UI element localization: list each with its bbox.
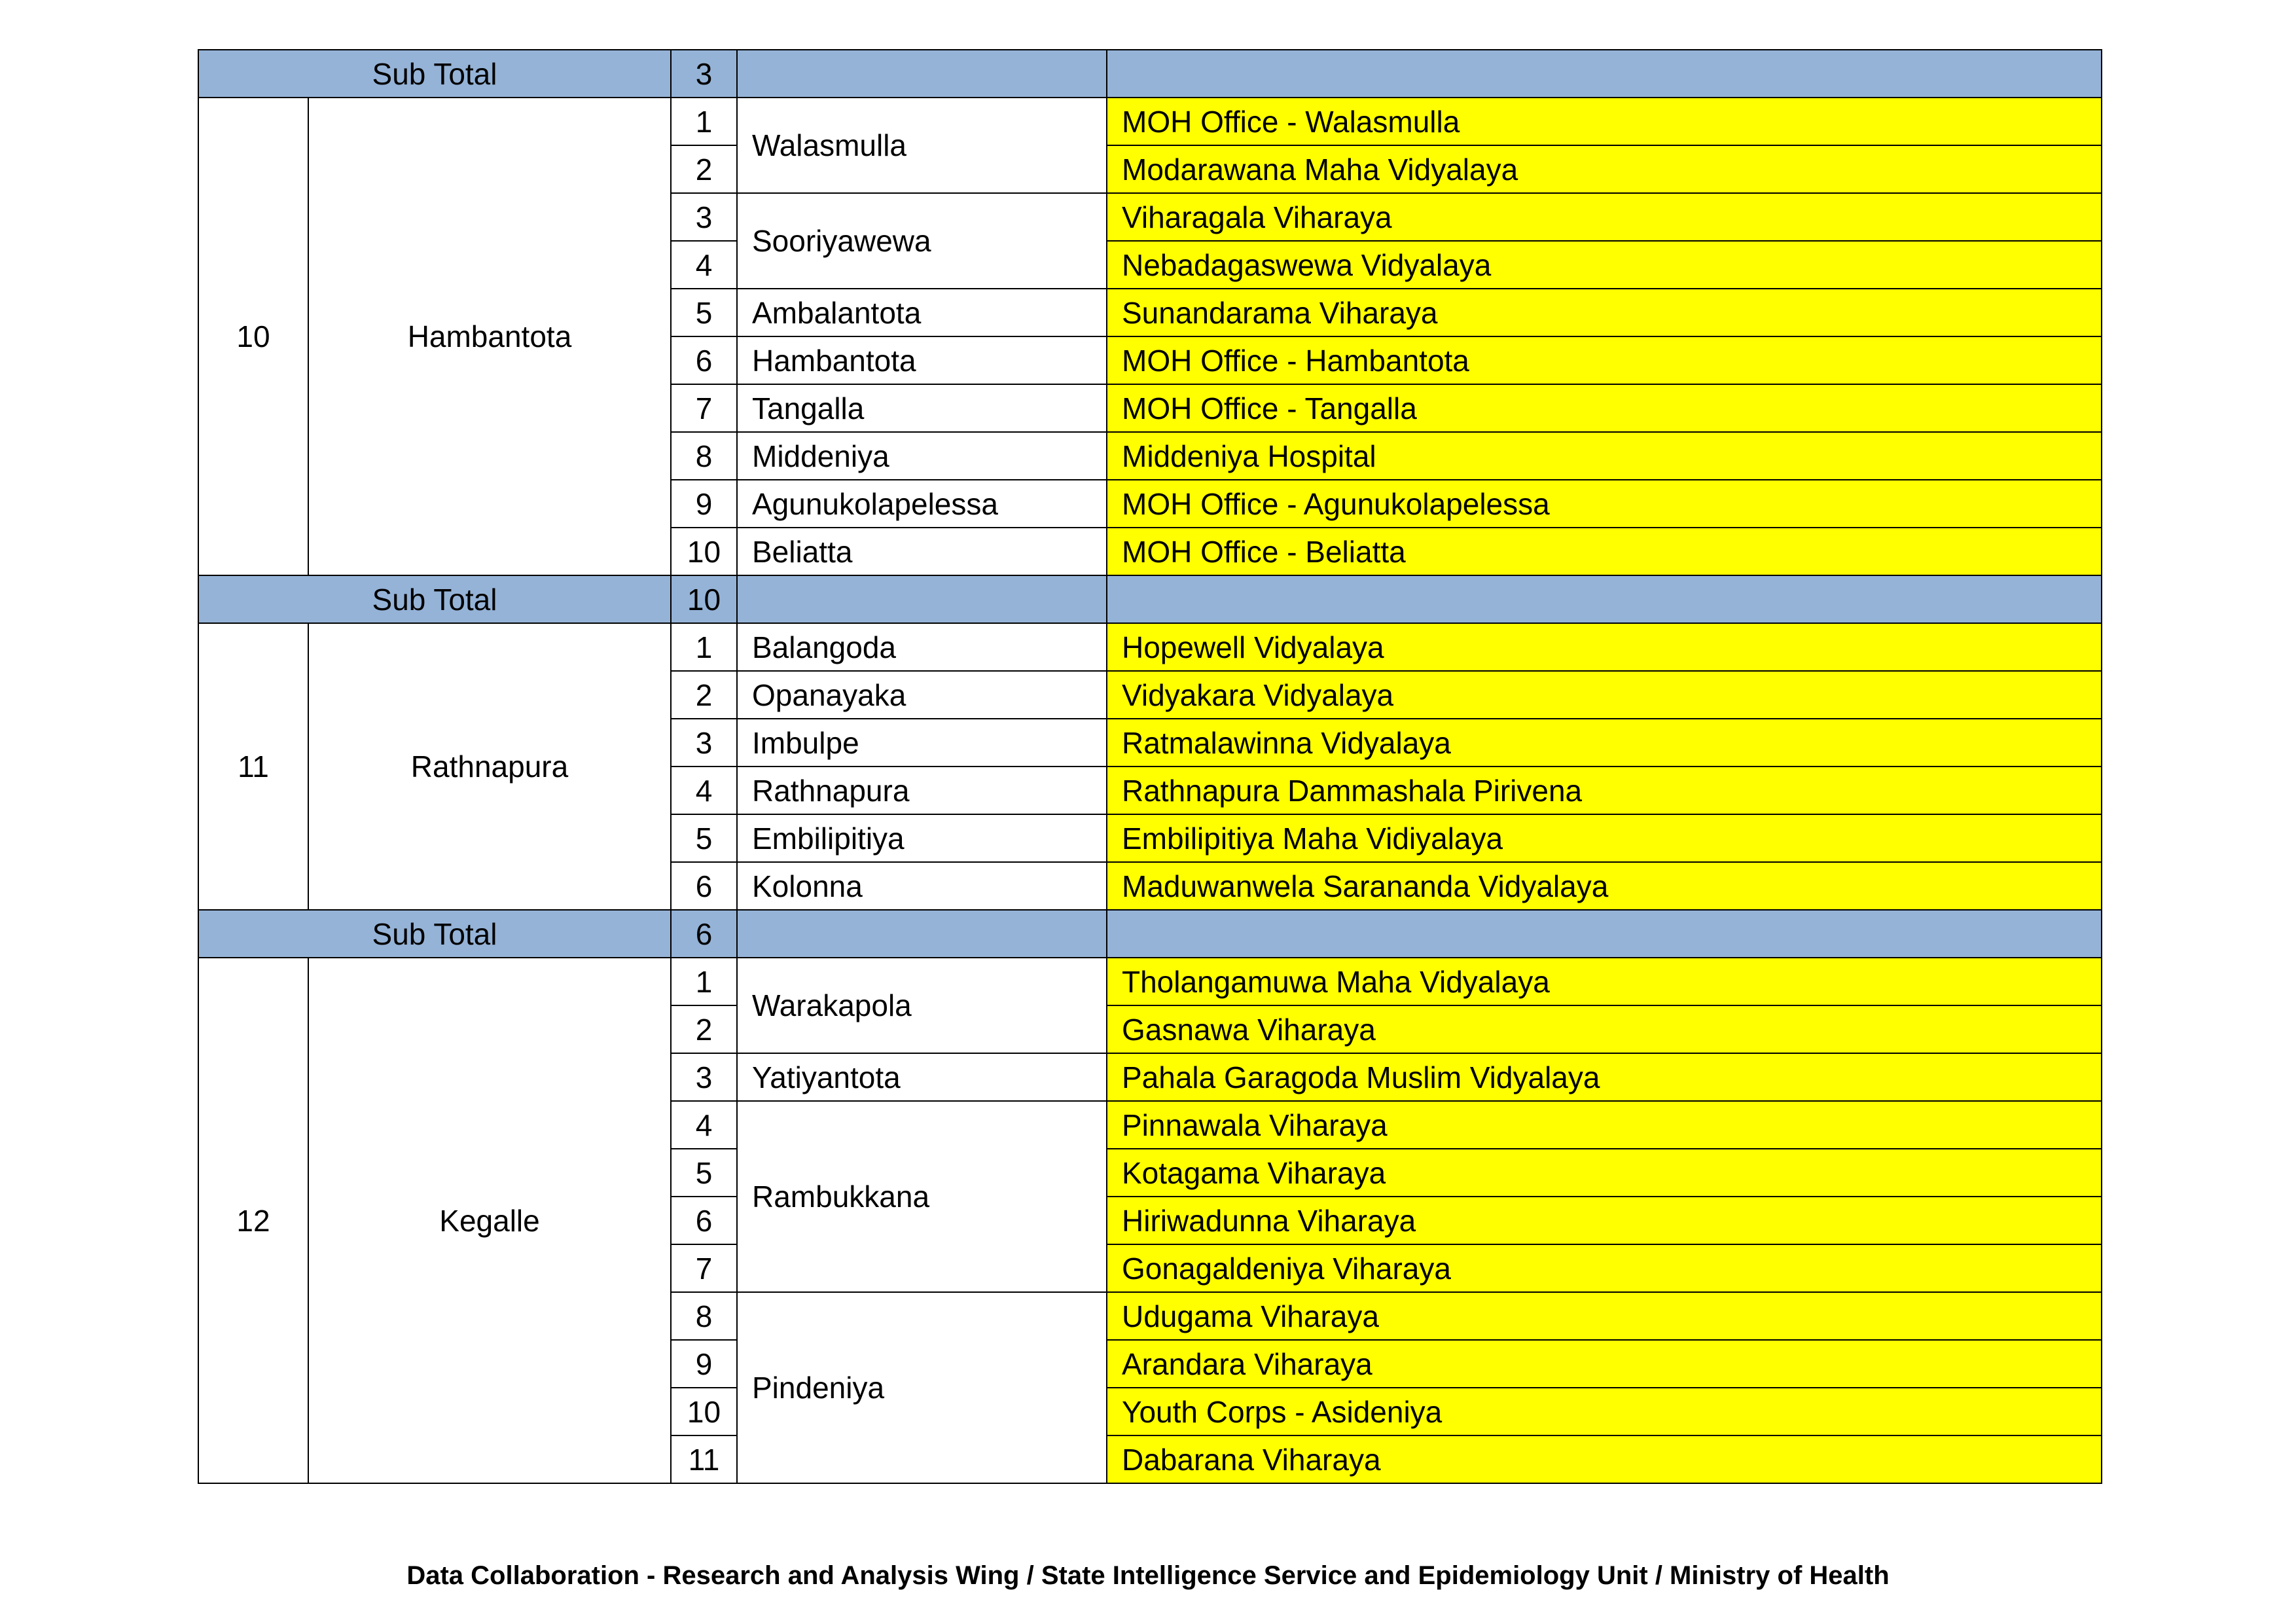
subtotal-count: 3 — [671, 50, 737, 98]
centre-number: 2 — [671, 671, 737, 719]
centre-number: 3 — [671, 1053, 737, 1101]
venue-name: Pahala Garagoda Muslim Vidyalaya — [1107, 1053, 2102, 1101]
venue-name: Nebadagaswewa Vidyalaya — [1107, 241, 2102, 289]
subtotal-row — [198, 575, 2102, 623]
moh-area: Rambukkana — [737, 1101, 1107, 1292]
district-number: 10 — [198, 98, 308, 575]
district-number: 12 — [198, 958, 308, 1483]
venue-name: Arandara Viharaya — [1107, 1340, 2102, 1388]
venue-name: Viharagala Viharaya — [1107, 193, 2102, 241]
venue-name: Tholangamuwa Maha Vidyalaya — [1107, 958, 2102, 1005]
subtotal-blank — [1107, 575, 2102, 623]
district-name: Rathnapura — [308, 623, 671, 910]
centre-number: 6 — [671, 1197, 737, 1244]
district-name: Kegalle — [308, 958, 671, 1483]
centre-number: 8 — [671, 1292, 737, 1340]
centre-number: 8 — [671, 432, 737, 480]
subtotal-count: 6 — [671, 910, 737, 958]
district-name: Hambantota — [308, 98, 671, 575]
centre-number: 2 — [671, 1005, 737, 1053]
venue-name: Pinnawala Viharaya — [1107, 1101, 2102, 1149]
centre-number: 9 — [671, 480, 737, 528]
centre-number: 7 — [671, 1244, 737, 1292]
moh-area: Walasmulla — [737, 98, 1107, 193]
subtotal-blank — [737, 910, 1107, 958]
moh-area: Hambantota — [737, 336, 1107, 384]
moh-area: Rathnapura — [737, 767, 1107, 814]
moh-area: Ambalantota — [737, 289, 1107, 336]
centre-number: 6 — [671, 336, 737, 384]
venue-name: Modarawana Maha Vidyalaya — [1107, 145, 2102, 193]
subtotal-label: Sub Total — [198, 910, 671, 958]
moh-area: Sooriyawewa — [737, 193, 1107, 289]
venue-name: MOH Office - Tangalla — [1107, 384, 2102, 432]
centre-number: 2 — [671, 145, 737, 193]
centre-number: 10 — [671, 1388, 737, 1435]
subtotal-count: 10 — [671, 575, 737, 623]
moh-area: Beliatta — [737, 528, 1107, 575]
moh-area: Tangalla — [737, 384, 1107, 432]
centre-number: 1 — [671, 623, 737, 671]
centre-number: 7 — [671, 384, 737, 432]
district-number: 11 — [198, 623, 308, 910]
table-row — [198, 98, 2102, 145]
moh-area: Agunukolapelessa — [737, 480, 1107, 528]
footer-credit: Data Collaboration - Research and Analysis Wing / State Intelligence Service and Epidemiology Unit / Ministry of Health — [406, 1561, 1890, 1590]
centre-number: 9 — [671, 1340, 737, 1388]
venue-name: Gasnawa Viharaya — [1107, 1005, 2102, 1053]
centre-number: 1 — [671, 958, 737, 1005]
centre-number: 3 — [671, 193, 737, 241]
moh-area: Middeniya — [737, 432, 1107, 480]
centre-number: 3 — [671, 719, 737, 767]
venue-name: MOH Office - Agunukolapelessa — [1107, 480, 2102, 528]
venue-name: Sunandarama Viharaya — [1107, 289, 2102, 336]
centre-number: 1 — [671, 98, 737, 145]
moh-area: Warakapola — [737, 958, 1107, 1053]
moh-area: Yatiyantota — [737, 1053, 1107, 1101]
moh-area: Embilipitiya — [737, 814, 1107, 862]
table-row — [198, 958, 2102, 1005]
venue-name: Youth Corps - Asideniya — [1107, 1388, 2102, 1435]
centre-number: 4 — [671, 1101, 737, 1149]
centre-number: 4 — [671, 241, 737, 289]
moh-area: Pindeniya — [737, 1292, 1107, 1483]
table-row — [198, 623, 2102, 671]
centre-number: 5 — [671, 1149, 737, 1197]
centre-number: 5 — [671, 814, 737, 862]
venue-name: Middeniya Hospital — [1107, 432, 2102, 480]
moh-area: Balangoda — [737, 623, 1107, 671]
venue-name: MOH Office - Beliatta — [1107, 528, 2102, 575]
subtotal-blank — [737, 575, 1107, 623]
centre-number: 6 — [671, 862, 737, 910]
subtotal-blank — [737, 50, 1107, 98]
moh-area: Opanayaka — [737, 671, 1107, 719]
subtotal-blank — [1107, 50, 2102, 98]
subtotal-row — [198, 50, 2102, 98]
subtotal-blank — [1107, 910, 2102, 958]
venue-name: Kotagama Viharaya — [1107, 1149, 2102, 1197]
centre-number: 5 — [671, 289, 737, 336]
venue-name: Rathnapura Dammashala Pirivena — [1107, 767, 2102, 814]
moh-area: Imbulpe — [737, 719, 1107, 767]
venue-name: Hopewell Vidyalaya — [1107, 623, 2102, 671]
venue-name: Embilipitiya Maha Vidiyalaya — [1107, 814, 2102, 862]
moh-area: Kolonna — [737, 862, 1107, 910]
venue-name: MOH Office - Walasmulla — [1107, 98, 2102, 145]
venue-name: Maduwanwela Sarananda Vidyalaya — [1107, 862, 2102, 910]
subtotal-row — [198, 910, 2102, 958]
venue-name: Ratmalawinna Vidyalaya — [1107, 719, 2102, 767]
centre-number: 4 — [671, 767, 737, 814]
venue-name: Gonagaldeniya Viharaya — [1107, 1244, 2102, 1292]
centre-number: 11 — [671, 1435, 737, 1483]
venue-name: Udugama Viharaya — [1107, 1292, 2102, 1340]
venue-name: Hiriwadunna Viharaya — [1107, 1197, 2102, 1244]
centre-number: 10 — [671, 528, 737, 575]
vaccination-centres-table — [198, 49, 2102, 1484]
venue-name: Dabarana Viharaya — [1107, 1435, 2102, 1483]
venue-name: MOH Office - Hambantota — [1107, 336, 2102, 384]
subtotal-label: Sub Total — [198, 50, 671, 98]
venue-name: Vidyakara Vidyalaya — [1107, 671, 2102, 719]
subtotal-label: Sub Total — [198, 575, 671, 623]
